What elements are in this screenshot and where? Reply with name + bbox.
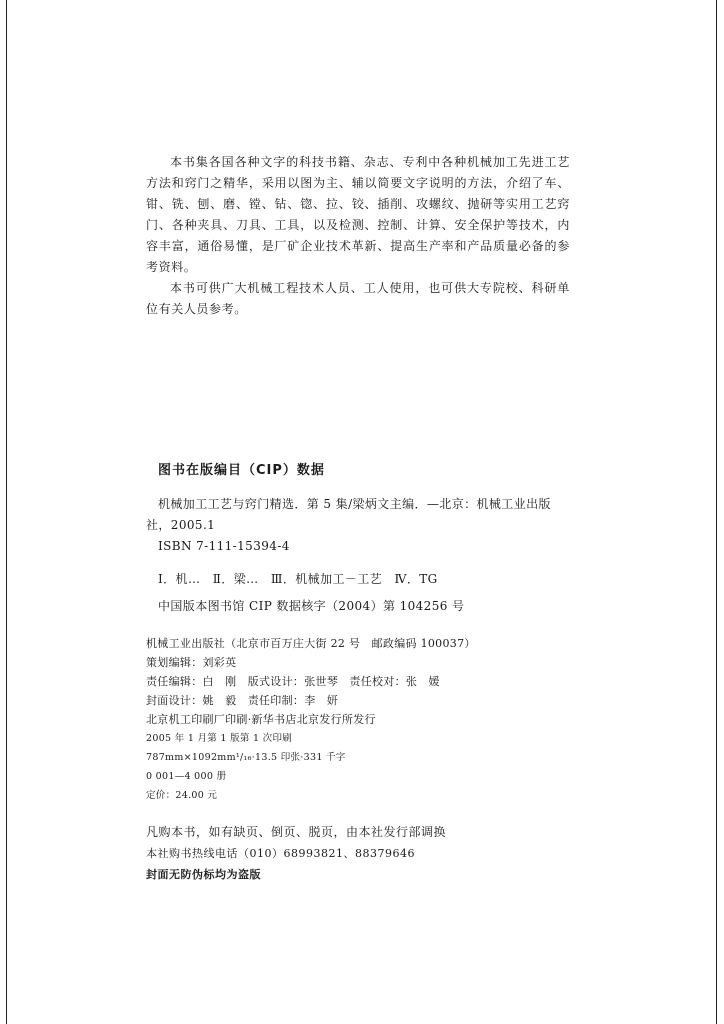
cip-heading: 图书在版编目（CIP）数据 (158, 463, 325, 478)
book-introduction (146, 152, 570, 320)
colophon-printer: 北京机工印刷厂印刷·新华书店北京发行所发行 (146, 713, 376, 726)
colophon-edition: 2005 年 1 月第 1 版第 1 次印刷 (146, 733, 293, 744)
cip-classification: Ⅰ．机… Ⅱ．梁… Ⅲ．机械加工－工艺 Ⅳ．TG (158, 572, 438, 586)
cip-isbn: ISBN 7-111-15394-4 (158, 539, 290, 553)
notice-anti-piracy: 封面无防伪标均为盗版 (146, 868, 261, 881)
colophon-cover-design: 封面设计：姚 毅 责任印制：李 妍 (146, 694, 339, 707)
intro-paragraph-2: 本书可供广大机械工程技术人员、工人使用，也可供大专院校、科研单位有关人员参考。 (146, 281, 570, 316)
purchase-notice (146, 822, 576, 885)
cip-record (146, 494, 572, 617)
notice-exchange: 凡购本书，如有缺页、倒页、脱页，由本社发行部调换 (146, 825, 447, 839)
colophon-format: 787mm×1092mm¹/₁₆·13.5 印张·331 千字 (146, 752, 346, 763)
page-edge-right (716, 0, 717, 1024)
page-edge-left (6, 0, 7, 1024)
colophon-planning-editor: 策划编辑：刘彩英 (146, 656, 237, 669)
colophon-price: 定价：24.00 元 (146, 790, 218, 801)
notice-hotline: 本社购书热线电话（010）68993821、88379646 (146, 847, 415, 860)
colophon-publisher: 机械工业出版社（北京市百万庄大街 22 号 邮政编码 100037） (146, 637, 476, 650)
colophon (146, 634, 576, 805)
cip-verification: 中国版本图书馆 CIP 数据核字（2004）第 104256 号 (158, 599, 465, 613)
colophon-editors: 责任编辑：白 刚 版式设计：张世琴 责任校对：张 媛 (146, 675, 440, 688)
colophon-print-run: 0 001—4 000 册 (146, 771, 227, 782)
cip-record-line: 机械加工工艺与窍门精选．第 5 集/梁炳文主编．—北京：机械工业出版社，2005.1 (146, 497, 551, 532)
intro-paragraph-1: 本书集各国各种文字的科技书籍、杂志、专利中各种机械加工先进工艺方法和窍门之精华，采用以图为主、辅以简要文字说明的方法，介绍了车、钳、铣、刨、磨、镗、钻、锪、拉、铰、插削、攻螺纹、抛研等实用工艺窍门、各种夹具、刀具、工具，以及检测、控制、计算、安全保护等技术，内容丰富，通俗易懂，是厂矿企业技术革新、提高生产率和产品质量必备的参考资料。 (146, 155, 570, 274)
